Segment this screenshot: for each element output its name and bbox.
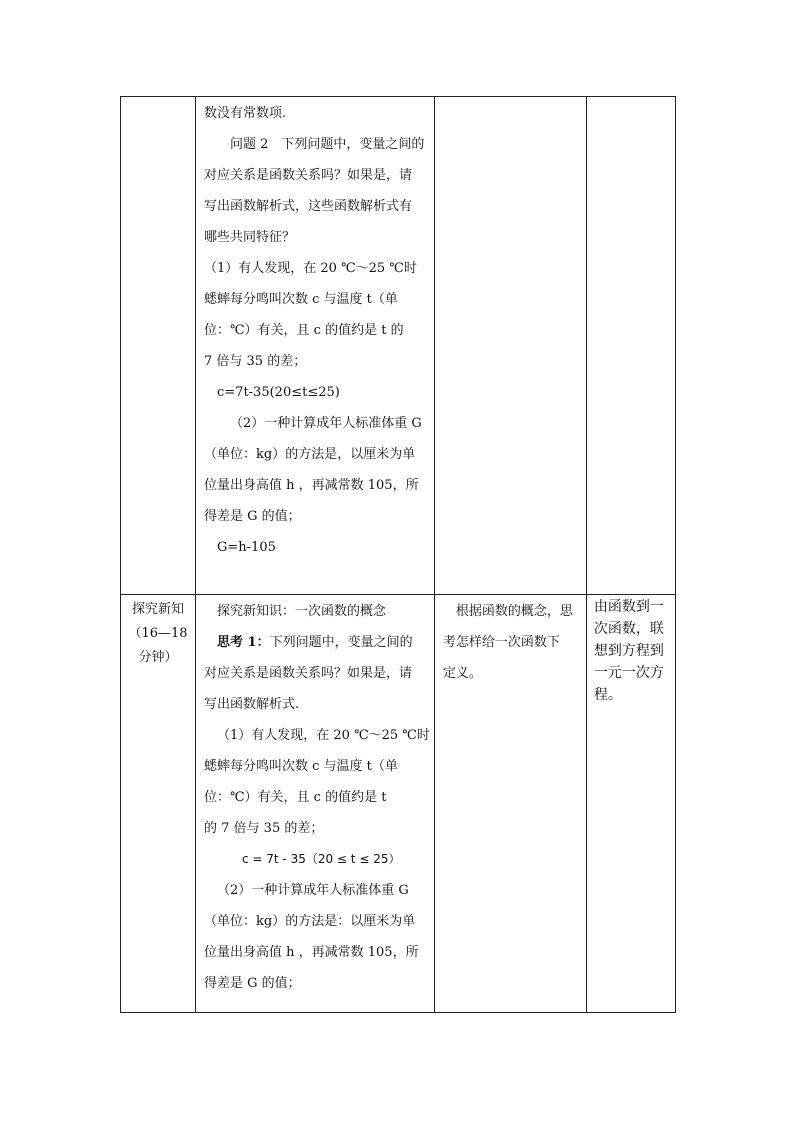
think-text: 下列问题中，变量之间的	[269, 635, 413, 650]
text-line: 位：℃）有关，且 c 的值约是 t	[204, 790, 387, 805]
text-line: 位量出身高值 h ，再减常数 105，所	[204, 478, 419, 493]
intent-cell	[586, 595, 675, 1013]
stage-time: 分钟）	[138, 650, 178, 665]
text-line: （单位：kg）的方法是，以厘米为单	[204, 447, 416, 462]
text-line: （单位：kg）的方法是：以厘米为单	[204, 914, 416, 929]
text-line: （1）有人发现，在 20 ℃～25 ℃时	[217, 728, 430, 743]
lesson-plan-table	[120, 96, 676, 1013]
text-line: 的 7 倍与 35 的差；	[204, 821, 324, 836]
activity-cell	[434, 97, 586, 595]
intent-cell	[586, 97, 675, 595]
stage-title: 探究新知	[131, 602, 184, 617]
stage-cell	[121, 97, 196, 595]
formula-line: c=7t-35(20≤t≤25)	[217, 385, 340, 400]
text-line: 对应关系是函数关系吗？如果是，请	[204, 666, 413, 681]
text-line: （2）一种计算成年人标准体重 G	[230, 416, 422, 431]
section-intro: 探究新知识：一次函数的概念	[217, 604, 387, 619]
text-line: 问题 2 下列问题中，变量之间的	[230, 137, 425, 152]
text-line: 7 倍与 35 的差；	[204, 354, 307, 369]
formula-line: G=h-105	[217, 540, 276, 555]
content-cell	[196, 97, 435, 595]
stage-cell	[121, 595, 196, 1013]
text-line: 对应关系是函数关系吗？如果是，请	[204, 168, 413, 183]
text-line: 程。	[593, 687, 622, 703]
formula-line: c = 7t - 35（20 ≤ t ≤ 25）	[242, 852, 401, 866]
text-line: 蟋蟀每分鸣叫次数 c 与温度 t（单	[204, 292, 398, 307]
stage-time: （16—18	[128, 626, 188, 641]
text-line: 位量出身高值 h ，再减常数 105，所	[204, 945, 419, 960]
text-line: 由函数到一	[593, 599, 664, 615]
table-row	[121, 97, 676, 595]
text-line: 写出函数解析式，这些函数解析式有	[204, 199, 413, 214]
think-line	[204, 627, 430, 658]
text-line: 次函数，联	[593, 621, 664, 637]
activity-cell	[434, 595, 586, 1013]
text-line: 根据函数的概念，思	[455, 604, 573, 619]
text-line: 蟋蟀每分鸣叫次数 c 与温度 t（单	[204, 759, 398, 774]
text-line: 定义。	[442, 666, 482, 681]
text-line: 一元一次方	[593, 665, 664, 681]
text-line: 考怎样给一次函数下	[442, 635, 560, 650]
text-line: 写出函数解析式.	[204, 697, 300, 712]
table-row	[121, 595, 676, 1013]
content-cell	[196, 595, 435, 1013]
text-line: 得差是 G 的值；	[204, 509, 301, 524]
text-line: 想到方程到	[593, 643, 664, 659]
think-label: 思考 1：	[217, 635, 270, 650]
text-line: （2）一种计算成年人标准体重 G	[217, 883, 409, 898]
text-line: 位：℃）有关，且 c 的值约是 t 的	[204, 323, 404, 338]
text-line: 数没有常数项.	[204, 106, 287, 121]
text-line: （1）有人发现，在 20 ℃～25 ℃时	[204, 261, 417, 276]
text-line: 得差是 G 的值；	[204, 976, 301, 991]
text-line: 哪些共同特征？	[204, 230, 296, 245]
